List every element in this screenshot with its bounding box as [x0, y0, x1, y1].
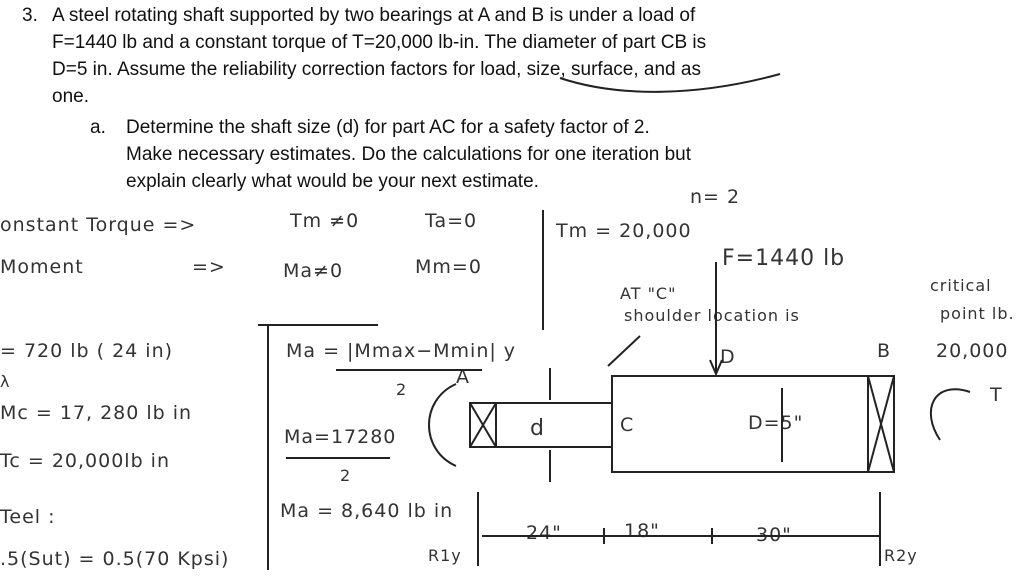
constant-torque-note: onstant Torque => — [0, 214, 197, 236]
small-diameter-label: d — [530, 416, 545, 441]
r2y-label: R2y — [884, 546, 918, 565]
part-a-line-1: Determine the shaft size (d) for part AC for a safety factor of 2. — [126, 117, 650, 138]
shaft-large-section — [612, 376, 894, 472]
ma-formula-denominator: 2 — [396, 380, 408, 399]
large-diameter-label: D=5" — [748, 412, 804, 434]
shoulder-arrow — [608, 336, 640, 366]
dimension-30: 30" — [756, 524, 792, 546]
steel-note: Teel : — [0, 506, 56, 528]
part-a-line-2: Make necessary estimates. Do the calculations for one iteration but — [126, 144, 692, 165]
ma-formula: Ma = |Mmax−Mmin| y — [286, 340, 517, 362]
torque-value-label: 20,000 — [936, 340, 1009, 362]
tm-nonzero-note: Tm ≠0 — [290, 210, 360, 232]
r1y-label: R1y — [428, 546, 462, 565]
problem-line-4: one. — [52, 86, 89, 107]
moment-calc-line-2: Mc = 17, 280 lb in — [0, 402, 193, 424]
sut-note: .5(Sut) = 0.5(70 Kpsi) — [0, 548, 230, 570]
point-lb-note: point lb. — [940, 304, 1015, 323]
safety-factor-note: n= 2 — [690, 186, 741, 208]
ma-value-line-2: Ma = 8,640 lb in — [280, 500, 454, 522]
problem-line-1: A steel rotating shaft supported by two bearings at A and B is under a load of — [52, 5, 696, 26]
ma-value-line-1-den: 2 — [340, 466, 352, 485]
moment-calc-line-1: = 720 lb ( 24 in) — [0, 340, 174, 362]
critical-note: critical — [930, 276, 992, 295]
dimension-24: 24" — [526, 522, 562, 544]
underline-doodle — [560, 74, 780, 92]
torque-arc-right — [931, 389, 970, 440]
mm-zero-note: Mm=0 — [415, 256, 482, 278]
tm-value-note: Tm = 20,000 — [556, 220, 692, 242]
force-label: F=1440 lb — [722, 246, 846, 271]
ma-value-line-1: Ma=17280 — [284, 426, 397, 448]
ma-nonzero-note: Ma≠0 — [283, 260, 344, 282]
shoulder-note: shoulder location is — [624, 306, 800, 325]
section-c-label: C — [620, 414, 635, 436]
problem-line-2: F=1440 lb and a constant torque of T=20,000 lb-in. The diameter of part CB is — [52, 32, 707, 53]
torque-t-label: T — [990, 384, 1003, 406]
support-b-label: B — [877, 340, 892, 362]
torque-arc-left — [429, 384, 456, 466]
moment-arrow: => — [192, 256, 226, 278]
problem-line-3: D=5 in. Assume the reliability correction factors for load, size, surface, and as — [52, 59, 701, 80]
part-a-line-3: explain clearly what would be your next estimate. — [126, 171, 539, 192]
dimension-18: 18" — [624, 520, 660, 542]
ta-zero-note: Ta=0 — [425, 210, 478, 232]
section-d-label: D — [720, 346, 736, 368]
torque-calc-line: Tc = 20,000lb in — [0, 450, 171, 472]
moment-note: Moment — [0, 256, 84, 278]
problem-number: 3. — [22, 5, 38, 26]
at-c-note: AT "C" — [620, 284, 677, 303]
support-a-label: A — [456, 366, 470, 388]
part-a-label: a. — [90, 117, 106, 138]
lambda-note: λ — [0, 372, 11, 391]
